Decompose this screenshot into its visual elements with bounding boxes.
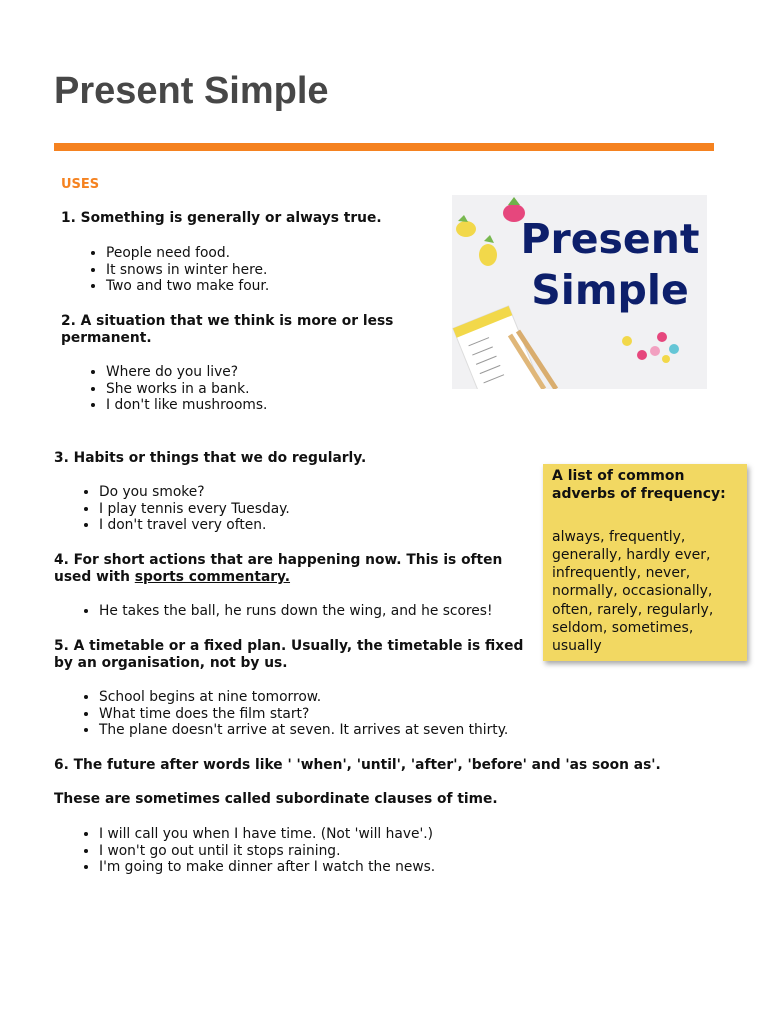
use-1-heading: 1. Something is generally or always true. bbox=[61, 210, 382, 226]
list-item: • He takes the ball, he runs down the wing, and he scores! bbox=[99, 603, 493, 620]
sports-commentary-link[interactable]: sports commentary. bbox=[134, 569, 291, 585]
list-item: • I'm going to make dinner after I watch the news. bbox=[99, 859, 435, 876]
title-divider bbox=[54, 143, 714, 151]
use-2-heading: 2. A situation that we think is more or less permanent. bbox=[61, 313, 394, 346]
adverbs-of-frequency-note bbox=[543, 464, 747, 661]
use-3-heading: 3. Habits or things that we do regularly. bbox=[54, 450, 367, 466]
list-item: • She works in a bank. bbox=[106, 381, 267, 398]
list-item: • Where do you live? bbox=[106, 364, 267, 381]
page-title: Present Simple bbox=[54, 70, 329, 112]
list-item: • Two and two make four. bbox=[106, 278, 269, 295]
present-simple-illustration bbox=[452, 195, 707, 389]
pineapple-icon bbox=[479, 235, 497, 266]
list-item: • People need food. bbox=[106, 245, 269, 262]
list-item: • I don't travel very often. bbox=[99, 517, 290, 534]
list-item: • Do you smoke? bbox=[99, 484, 290, 501]
list-item: • It snows in winter here. bbox=[106, 262, 269, 279]
note-body: always, frequently, generally, hardly ever, infrequently, never, normally, occasionally, often, rarely, regularly, seldom, sometimes, usually bbox=[552, 528, 714, 655]
note-title: A list of common adverbs of frequency: bbox=[552, 468, 726, 503]
section-label: USES bbox=[61, 177, 100, 192]
list-item: • I play tennis every Tuesday. bbox=[99, 501, 290, 518]
list-item: • The plane doesn't arrive at seven. It arrives at seven thirty. bbox=[99, 722, 508, 739]
list-item: • School begins at nine tomorrow. bbox=[99, 689, 508, 706]
use-1-examples bbox=[61, 245, 269, 295]
use-5-heading: 5. A timetable or a fixed plan. Usually, the timetable is fixed by an organisation, not by us. bbox=[54, 638, 524, 671]
use-2-examples bbox=[61, 364, 267, 414]
use-5-examples bbox=[54, 689, 508, 739]
list-item: • I will call you when I have time. (Not 'will have'.) bbox=[99, 826, 435, 843]
use-4-examples bbox=[54, 603, 493, 620]
image-title-line-1: Present bbox=[520, 215, 700, 263]
use-6-examples bbox=[54, 826, 435, 876]
list-item: • I don't like mushrooms. bbox=[106, 397, 267, 414]
list-item: • What time does the film start? bbox=[99, 706, 508, 723]
use-4-heading-text: 4. For short actions that are happening now. This is often used with bbox=[54, 552, 503, 585]
image-title-line-2: Simple bbox=[531, 266, 689, 314]
use-4-heading bbox=[54, 552, 529, 586]
list-item: • I won't go out until it stops raining. bbox=[99, 843, 435, 860]
use-6-heading: 6. The future after words like ' 'when', 'until', 'after', 'before' and 'as soon as'. bbox=[54, 757, 661, 773]
pineapple-icon bbox=[456, 215, 476, 237]
use-3-examples bbox=[54, 484, 290, 534]
use-6-subheading: These are sometimes called subordinate clauses of time. bbox=[54, 791, 498, 807]
push-pin-icon bbox=[622, 332, 679, 363]
